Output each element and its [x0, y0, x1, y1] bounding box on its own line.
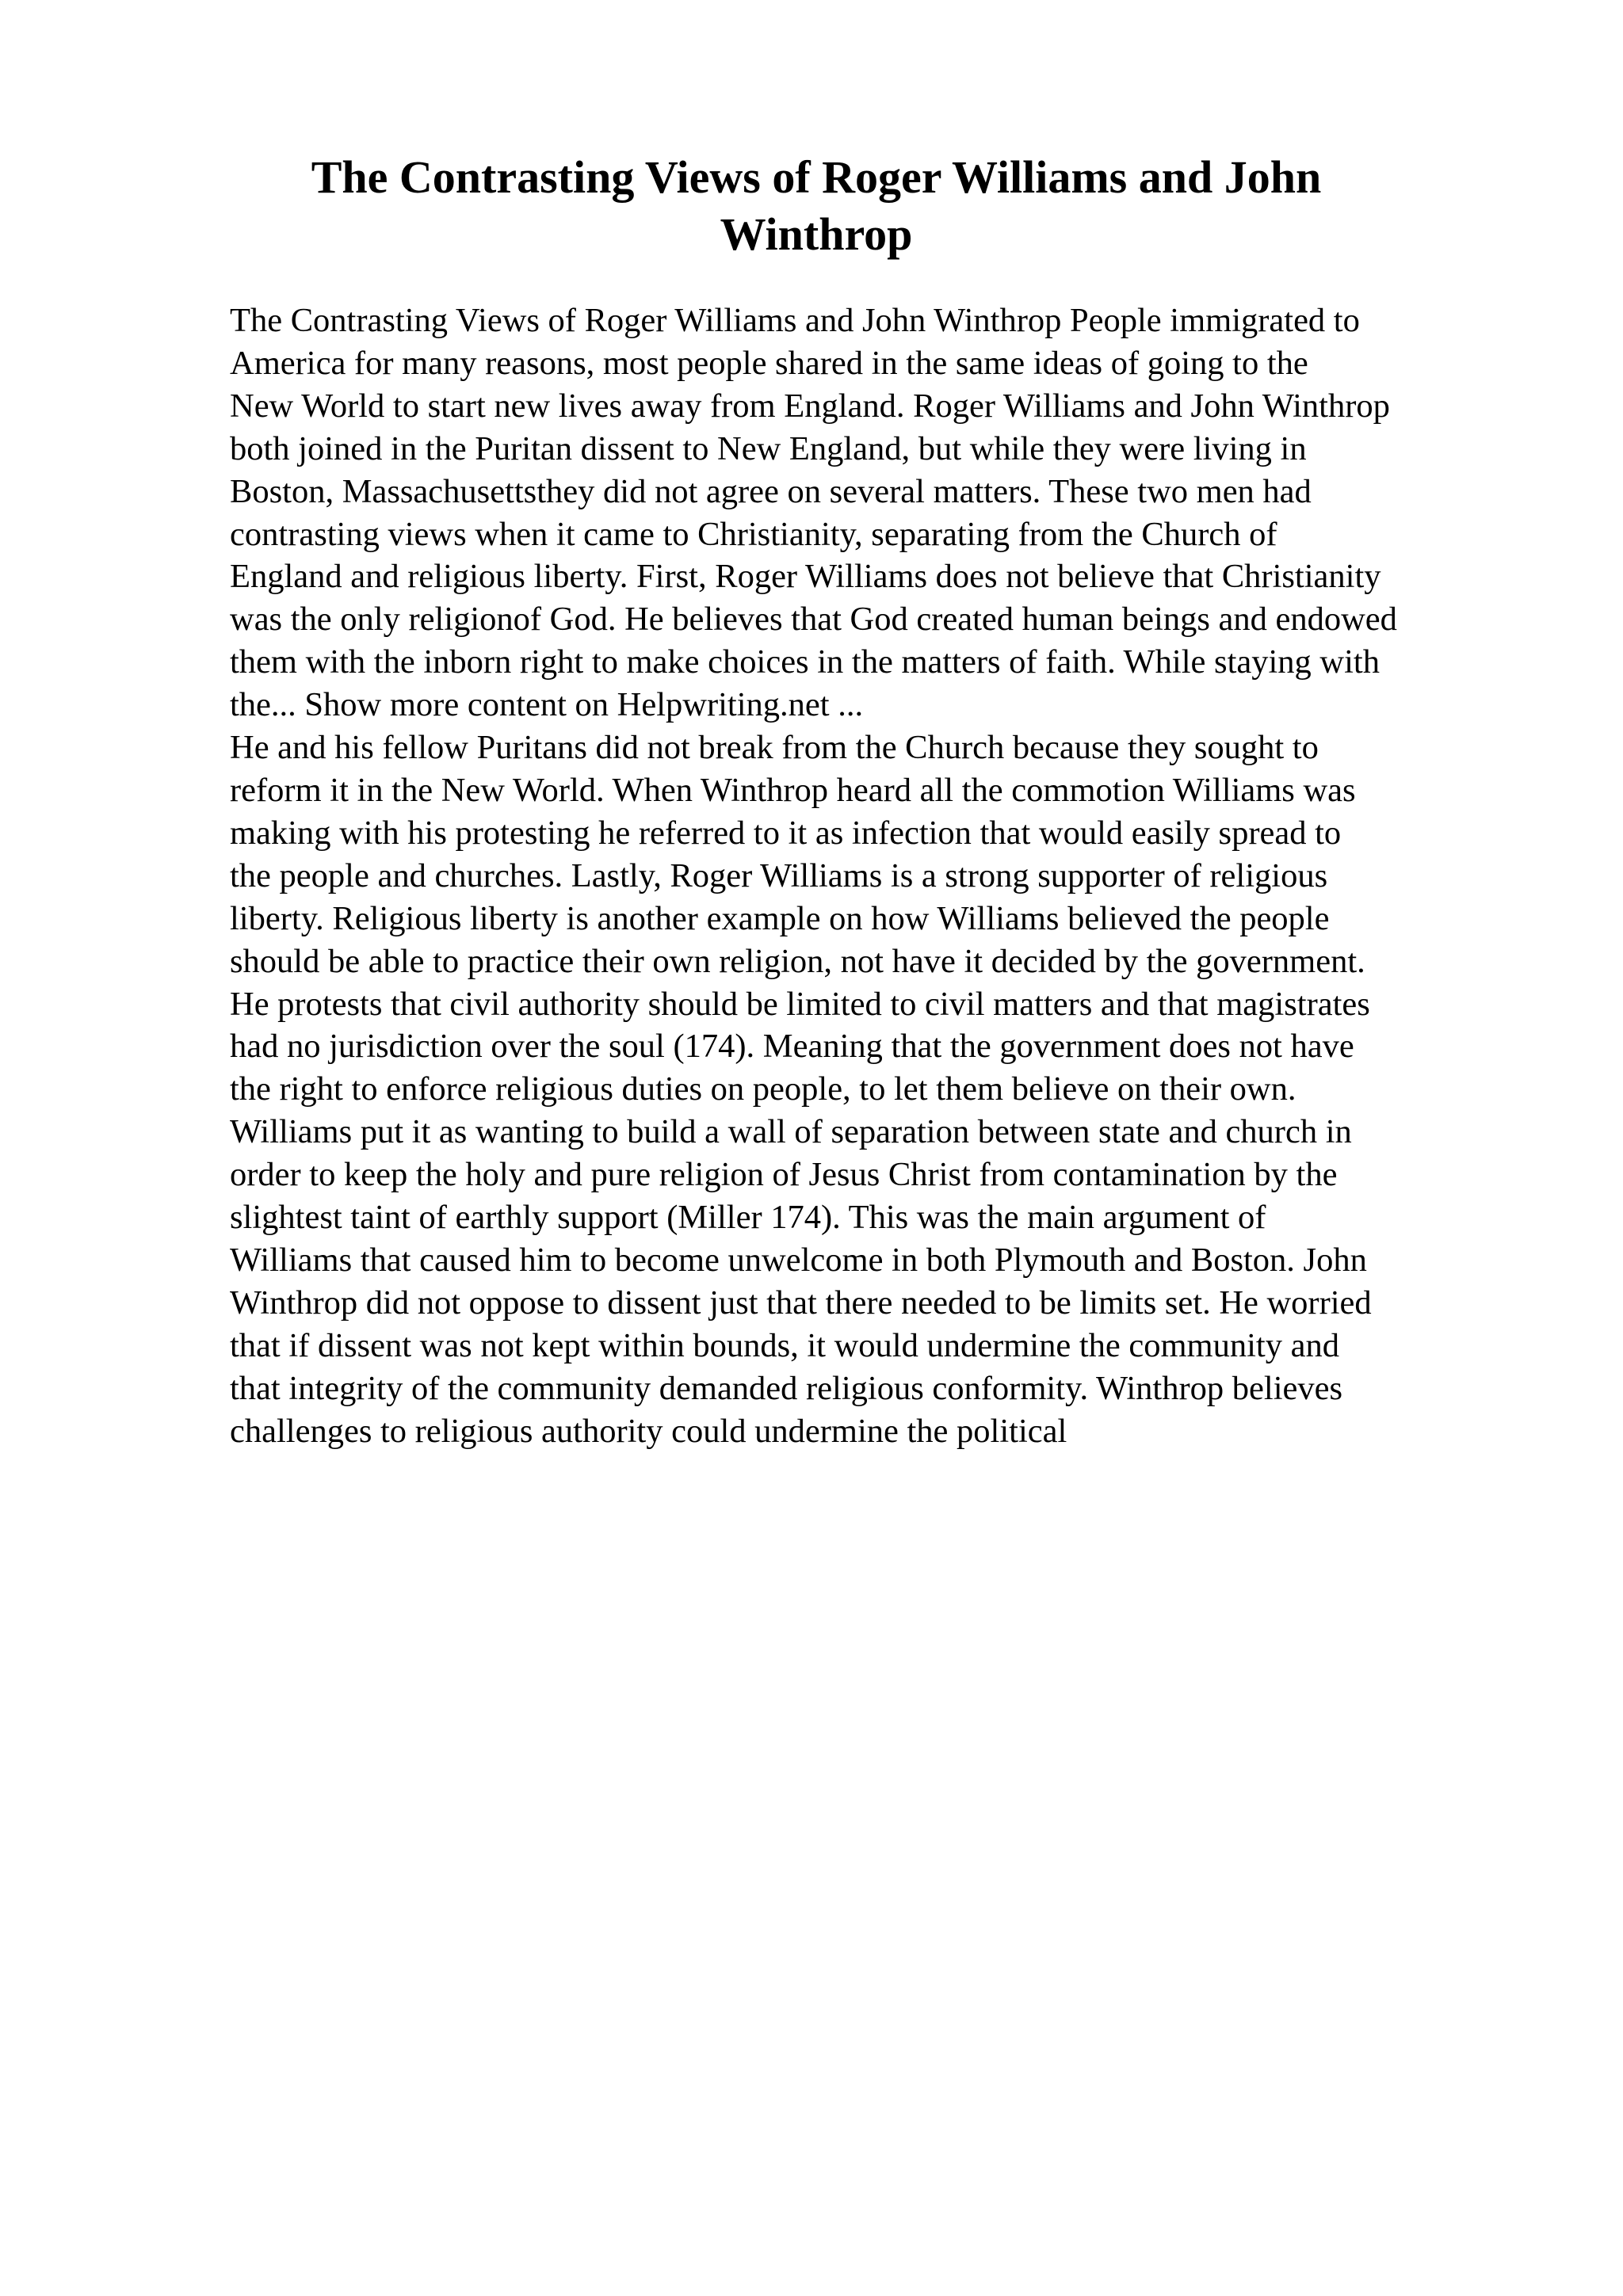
body-line: had no jurisdiction over the soul (174). Meaning that the government does not have [230, 1028, 1354, 1066]
body-line: reform it in the New World. When Winthrop heard all the commotion Williams was [230, 771, 1356, 809]
body-line: America for many reasons, most people shared in the same ideas of going to the [230, 344, 1308, 382]
document-body [230, 299, 1514, 1452]
body-line: Williams put it as wanting to build a wall of separation between state and church in [230, 1113, 1352, 1151]
body-line: He and his fellow Puritans did not break from the Church because they sought to [230, 729, 1319, 767]
body-line: Williams that caused him to become unwelcome in both Plymouth and Boston. John [230, 1241, 1367, 1279]
body-line: order to keep the holy and pure religion of Jesus Christ from contamination by the [230, 1156, 1338, 1194]
body-line: New World to start new lives away from England. Roger Williams and John Winthrop [230, 387, 1390, 425]
body-line: England and religious liberty. First, Roger Williams does not believe that Christianity [230, 558, 1381, 596]
body-line: Boston, Massachusettsthey did not agree on several matters. These two men had [230, 472, 1312, 510]
body-line: that if dissent was not kept within bounds, it would undermine the community and [230, 1326, 1339, 1364]
body-line: slightest taint of earthly support (Miller 174). This was the main argument of [230, 1199, 1266, 1237]
document-title: The Contrasting Views of Roger Williams and John Winthrop [311, 151, 1322, 260]
body-line: was the only religionof God. He believes that God created human beings and endowed [230, 601, 1397, 639]
body-line: liberty. Religious liberty is another example on how Williams believed the people [230, 899, 1330, 937]
body-line: contrasting views when it came to Christianity, separating from the Church of [230, 515, 1277, 553]
body-line: The Contrasting Views of Roger Williams and John Winthrop People immigrated to [230, 302, 1360, 339]
body-line: should be able to practice their own religion, not have it decided by the government. [230, 942, 1365, 980]
body-line: them with the inborn right to make choices in the matters of faith. While staying with [230, 643, 1380, 681]
body-line: He protests that civil authority should be limited to civil matters and that magistrates [230, 985, 1370, 1023]
body-line: the... Show more content on Helpwriting.net ... [230, 686, 864, 724]
body-line: both joined in the Puritan dissent to New England, but while they were living in [230, 429, 1307, 467]
body-line: the people and churches. Lastly, Roger Williams is a strong supporter of religious [230, 856, 1328, 894]
body-line: Winthrop did not oppose to dissent just that there needed to be limits set. He worried [230, 1283, 1372, 1322]
body-line: the right to enforce religious duties on people, to let them believe on their own. [230, 1070, 1296, 1108]
body-line: challenges to religious authority could undermine the political [230, 1412, 1067, 1450]
body-line: making with his protesting he referred to it as infection that would easily spread to [230, 814, 1342, 852]
body-line: that integrity of the community demanded religious conformity. Winthrop believes [230, 1369, 1343, 1407]
